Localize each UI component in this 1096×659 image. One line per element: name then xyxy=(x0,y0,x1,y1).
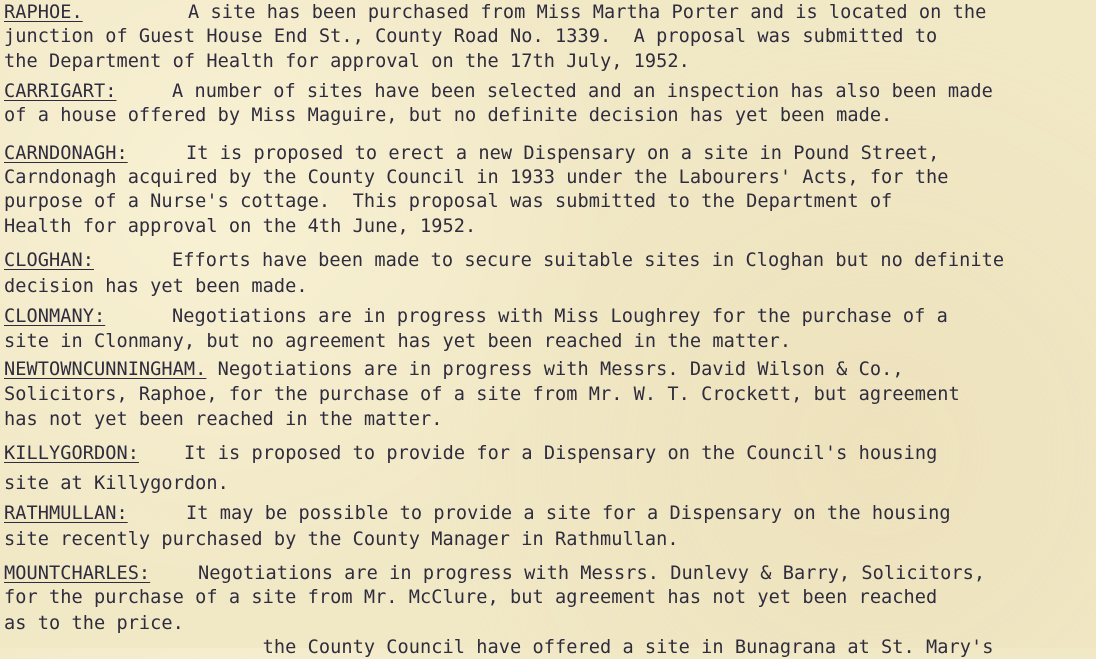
paragraph-mountcharles-line-2 xyxy=(4,587,937,609)
text-line: A number of sites have been selected and an inspection has also been made xyxy=(172,81,993,102)
text-line: Solicitors, Raphoe, for the purchase of a site from Mr. W. T. Crockett, but agreement xyxy=(4,384,960,405)
text-line: has not yet been reached in the matter. xyxy=(4,409,443,430)
paragraph-cloghan-line-1 xyxy=(4,250,1004,272)
heading-carndonagh: CARNDONAGH: xyxy=(4,143,128,164)
paragraph-clonmany-line-1 xyxy=(4,306,948,328)
text-line: Negotiations are in progress with Messrs. Dunlevy & Barry, Solicitors, xyxy=(198,563,986,584)
heading-clonmany: CLONMANY: xyxy=(4,306,106,327)
paragraph-mountcharles-line-3 xyxy=(4,613,184,635)
text-line: of a house offered by Miss Maguire, but no definite decision has yet been made. xyxy=(4,105,893,126)
text-line: Health for approval on the 4th June, 1952. xyxy=(4,216,477,237)
text-line: Efforts have been made to secure suitable sites in Cloghan but no definite xyxy=(172,250,1005,271)
paragraph-raphoe-line-1 xyxy=(4,2,986,24)
paragraph-carndonagh-line-2 xyxy=(4,167,949,189)
paragraph-newtowncunningham-line-3 xyxy=(4,409,443,431)
text-line: Negotiations are in progress with Messrs. David Wilson & Co., xyxy=(206,359,904,380)
paragraph-newtowncunningham-line-2 xyxy=(4,384,960,406)
text-line: as to the price. xyxy=(4,613,184,634)
heading-rathmullan: RATHMULLAN: xyxy=(4,503,128,524)
text-line: site at Killygordon. xyxy=(4,473,229,494)
paragraph-carndonagh-line-4 xyxy=(4,216,476,238)
paragraph-carrigart-line-1 xyxy=(4,81,993,103)
paragraph-newtowncunningham-line-1 xyxy=(4,359,904,381)
text-line: It may be possible to provide a site for a Dispensary on the housing xyxy=(186,503,951,524)
text-line: site recently purchased by the County Manager in Rathmullan. xyxy=(4,529,679,550)
text-line: junction of Guest House End St., County Road No. 1339. A proposal was submitted to xyxy=(4,26,938,47)
paragraph-raphoe-line-2 xyxy=(4,26,937,48)
text-line: It is proposed to erect a new Dispensary on a site in Pound Street, xyxy=(186,143,940,164)
heading-carrigart: CARRIGART: xyxy=(4,81,117,102)
text-line: decision has yet been made. xyxy=(4,276,308,297)
text-line: the Department of Health for approval on the 17th July, 1952. xyxy=(4,51,690,72)
heading-killygordon: KILLYGORDON: xyxy=(4,443,139,464)
text-line: A site has been purchased from Miss Martha Porter and is located on the xyxy=(188,2,987,23)
paragraph-cloghan-line-2 xyxy=(4,276,308,298)
paragraph-mountcharles-line-1 xyxy=(4,563,985,585)
text-line: for the purchase of a site from Mr. McClure, but agreement has not yet been reached xyxy=(4,587,938,608)
text-line: site in Clonmany, but no agreement has yet been reached in the matter. xyxy=(4,331,792,352)
heading-raphoe: RAPHOE. xyxy=(4,2,83,23)
text-line: Negotiations are in progress with Miss Loughrey for the purchase of a xyxy=(172,306,948,327)
paragraph-killygordon-line-2 xyxy=(4,473,229,495)
heading-mountcharles: MOUNTCHARLES: xyxy=(4,563,151,584)
text-line: the County Council have offered a site in Bunagrana at St. Mary's xyxy=(4,637,994,658)
paragraph-rathmullan-line-1 xyxy=(4,503,951,525)
text-line: Carndonagh acquired by the County Council in 1933 under the Labourers' Acts, for the xyxy=(4,167,949,188)
paragraph-rathmullan-line-2 xyxy=(4,529,679,551)
typed-document-page xyxy=(4,0,1094,658)
heading-newtowncunningham: NEWTOWNCUNNINGHAM. xyxy=(4,359,207,380)
paragraph-clonmany-line-2 xyxy=(4,331,791,353)
text-line: It is proposed to provide for a Dispensary on the Council's housing xyxy=(184,443,938,464)
paragraph-cutoff-line xyxy=(4,637,994,659)
paragraph-killygordon-line-1 xyxy=(4,443,937,465)
paragraph-carndonagh-line-3 xyxy=(4,191,892,213)
paragraph-carrigart-line-2 xyxy=(4,105,892,127)
text-line: purpose of a Nurse's cottage. This proposal was submitted to the Department of xyxy=(4,191,893,212)
paragraph-carndonagh-line-1 xyxy=(4,143,939,165)
paragraph-raphoe-line-3 xyxy=(4,51,690,73)
heading-cloghan: CLOGHAN: xyxy=(4,250,94,271)
